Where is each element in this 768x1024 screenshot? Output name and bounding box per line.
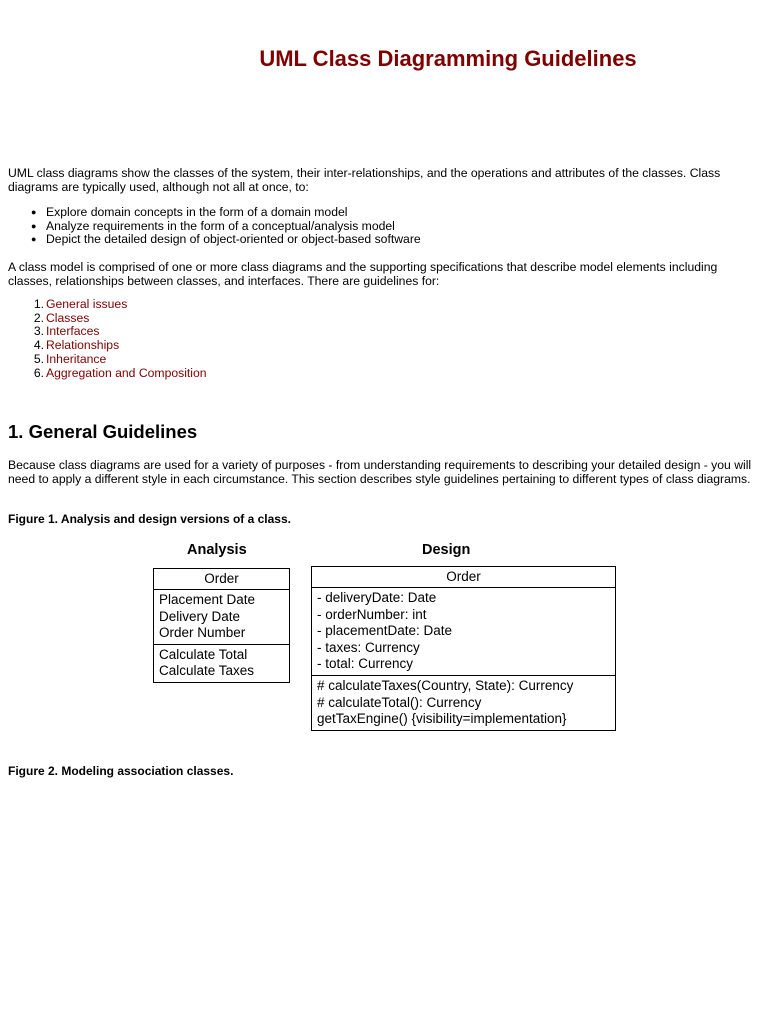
- page-title: UML Class Diagramming Guidelines: [259, 46, 637, 71]
- intro-bullet-list: [31, 205, 421, 247]
- toc-link-aggregation-composition[interactable]: Aggregation and Composition: [46, 365, 207, 380]
- design-label: Design: [422, 542, 471, 558]
- toc-link-inheritance[interactable]: Inheritance: [46, 351, 107, 366]
- toc-link-relationships[interactable]: Relationships: [46, 338, 120, 353]
- toc-link-interfaces[interactable]: Interfaces: [46, 324, 100, 339]
- toc-list: [33, 297, 207, 380]
- bullet-icon: ●: [31, 234, 37, 245]
- analysis-class-name: Order: [154, 569, 289, 590]
- bullet-icon: ●: [31, 207, 37, 217]
- list-item: ● Explore domain concepts in the form of a domain model: [31, 205, 348, 219]
- analysis-operations: Calculate Total Calculate Taxes: [159, 646, 255, 679]
- toc-item-general-issues: 1. General issues: [33, 297, 128, 311]
- bullet-icon: ●: [31, 220, 37, 231]
- toc-item-relationships: 4. Relationships: [33, 338, 120, 353]
- figure-1-caption: Figure 1. Analysis and design versions of a class.: [8, 512, 291, 526]
- analysis-class-box: [153, 568, 290, 683]
- figure-2-caption: Figure 2. Modeling association classes.: [8, 764, 234, 778]
- analysis-attributes: Placement Date Delivery Date Order Number: [154, 590, 289, 645]
- toc-item-classes: 2. Classes: [33, 310, 90, 325]
- toc-link-general-issues[interactable]: General issues: [46, 297, 128, 311]
- section-heading-general-guidelines: 1. General Guidelines: [8, 421, 198, 442]
- list-item: ● Depict the detailed design of object-oriented or object-based software: [31, 232, 421, 247]
- toc-link-classes[interactable]: Classes: [46, 310, 90, 325]
- general-guidelines-paragraph: Because class diagrams are used for a variety of purposes - from understanding requirements to describing your detailed design - you will need to apply a different style in each circumstance. This section describes style guidelines pertaining to different types of class diagrams.: [8, 458, 752, 486]
- design-operations: # calculateTaxes(Country, State): Currency # calculateTotal(): Currency getTaxEngine() {visibility=implementation}: [317, 677, 574, 727]
- intro-paragraph: UML class diagrams show the classes of the system, their inter-relationships, and the operations and attributes of the classes. Class diagrams are typically used, although not all at once, to:: [8, 166, 721, 194]
- list-item: ● Analyze requirements in the form of a conceptual/analysis model: [31, 218, 395, 233]
- analysis-label: Analysis: [187, 542, 247, 558]
- class-model-paragraph: A class model is comprised of one or more class diagrams and the supporting specifications that describe model elements including classes, relationships between classes, and interfaces. There are guidelines for:: [8, 260, 718, 288]
- toc-item-aggregation: 6. Aggregation and Composition: [33, 365, 207, 380]
- design-class-name: Order: [312, 567, 615, 588]
- design-attributes: - deliveryDate: Date - orderNumber: int - placementDate: Date - taxes: Currency - total: Currency: [312, 588, 615, 676]
- toc-item-inheritance: 5. Inheritance: [33, 351, 107, 366]
- design-class-box: [311, 566, 616, 731]
- toc-item-interfaces: 3. Interfaces: [33, 324, 100, 339]
